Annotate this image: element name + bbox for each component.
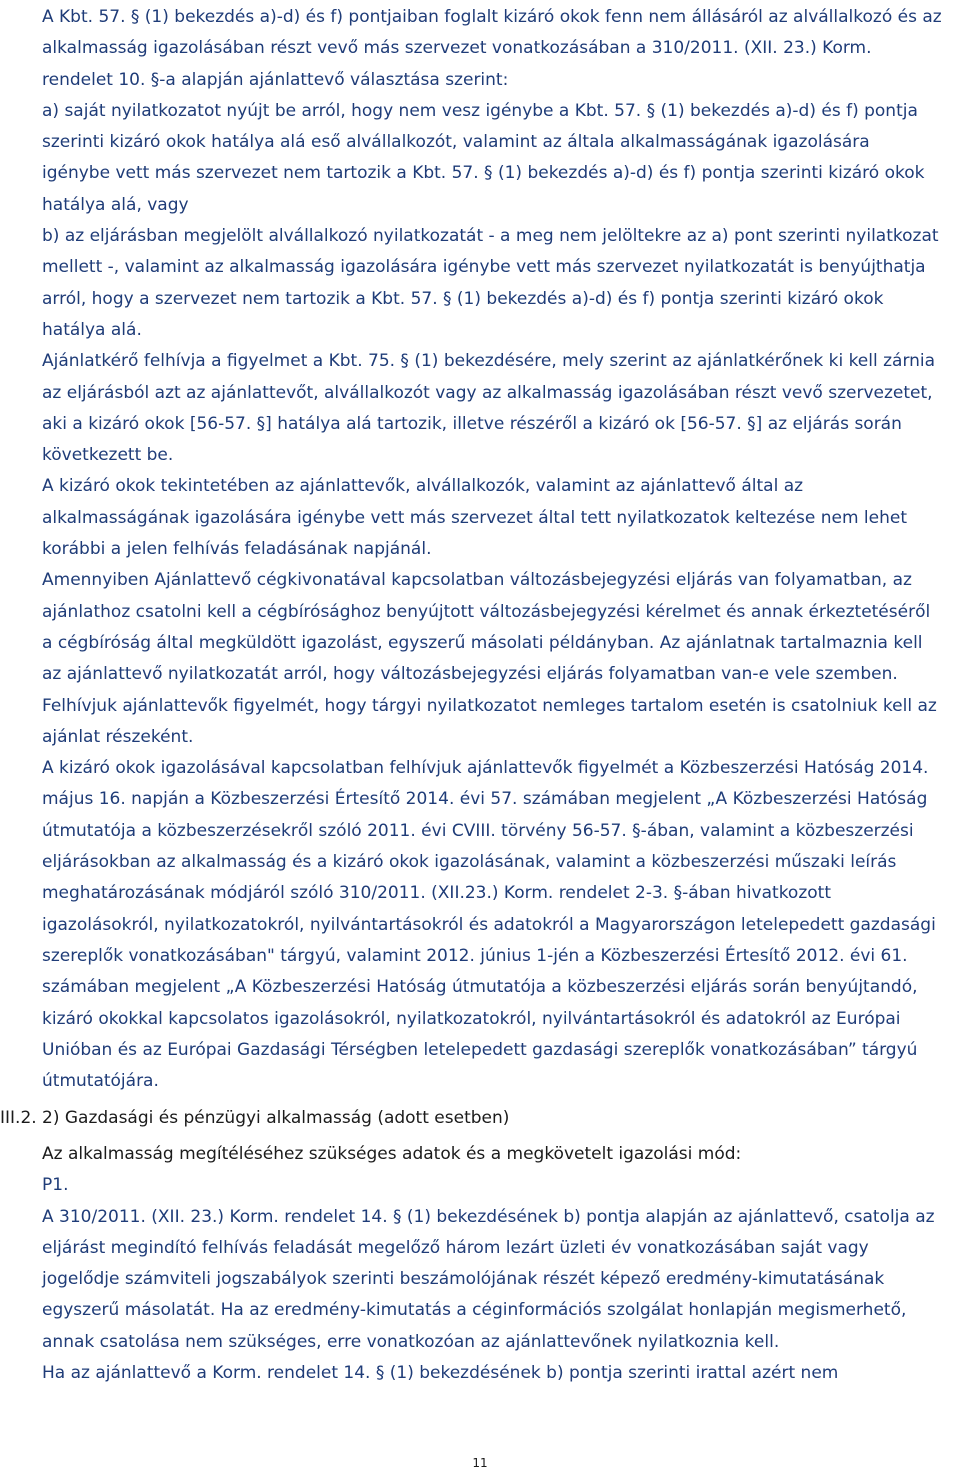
paragraph-p1-requirement: A 310/2011. (XII. 23.) Korm. rendelet 14. § (1) bekezdésének b) pontja alapján az ajánlattevő, csatolja az eljárást megindító felhívás feladását megelőző három lezárt üzleti év vonatkozásában saját vagy jogelődje számviteli jogszabályok szerinti beszámolójának részét képező eredmény-kimutatásának egyszerű másolatát. Ha az eredmény-kimutatás a céginformációs szolgálat honlapján megismerhető, annak csatolása nem szükséges, erre vonatkozóan az ajánlattevőnek nyilatkoznia kell. <box>42 1206 935 1352</box>
paragraph-p1-exception: Ha az ajánlattevő a Korm. rendelet 14. § (1) bekezdésének b) pontja szerinti irattal azért nem <box>42 1363 839 1384</box>
section-number: III.2. <box>0 1108 37 1128</box>
section-heading <box>0 1103 940 1134</box>
paragraph-option-b: b) az eljárásban megjelölt alvállalkozó nyilatkozatát - a meg nem jelöltekre az a) pont szerinti nyilatkozat mellett -, valamint az alkalmasság igazolására igénybe vett más szervezet nyilatkozatát is benyújthatja arról, hogy a szervezet nem tartozik a Kbt. 57. § (1) bekezdés a)-d) és f) pontja szerinti kizáró okok hatálya alá. <box>42 226 939 340</box>
text-block-financial-suitability <box>42 1139 942 1389</box>
paragraph-required-data: Az alkalmasság megítéléséhez szükséges adatok és a megkövetelt igazolási mód: <box>42 1144 742 1164</box>
paragraph-change-registration: Amennyiben Ajánlattevő cégkivonatával kapcsolatban változásbejegyzési eljárás van folyamatban, az ajánlathoz csatolni kell a cégbírósághoz benyújtott változásbejegyzési kérelmet és annak érkeztetéséről a cégbíróság által megküldött igazolást, egyszerű másolati példányban. Az ajánlatnak tartalmaznia kell az ajánlattevő nyilatkozatát arról, hogy változásbejegyzési eljárás folyamatban van-e vele szemben. Felhívjuk ajánlattevők figyelmét, hogy tárgyi nyilatkozatot nemleges tartalom esetén is csatolniuk kell az ajánlat részeként. <box>42 570 937 747</box>
text-block-exclusion-grounds <box>42 2 942 1097</box>
paragraph-option-a: a) saját nyilatkozatot nyújt be arról, hogy nem vesz igénybe a Kbt. 57. § (1) bekezdés a)-d) és f) pontja szerinti kizáró okok hatálya alá eső alvállalkozót, valamint az általa alkalmasságának igazolására igénybe vett más szervezet nem tartozik a Kbt. 57. § (1) bekezdés a)-d) és f) pontja szerinti kizáró okok hatálya alá, vagy <box>42 100 925 215</box>
paragraph-kbt-75-notice: Ajánlatkérő felhívja a figyelmet a Kbt. 75. § (1) bekezdésére, mely szerint az ajánlatkérőnek ki kell zárnia az eljárásból azt az ajánlattevőt, alvállalkozót vagy az alkalmasság igazolásában részt vevő szervezetet, aki a kizáró okok [56-57. §] hatálya alá tartozik, illetve részéről a kizáró ok [56-57. §] az eljárás során következett be. <box>42 351 936 466</box>
paragraph-p1-label: P1. <box>42 1175 69 1196</box>
section-title: 2) Gazdasági és pénzügyi alkalmasság (adott esetben) <box>42 1108 510 1128</box>
paragraph-declaration-date: A kizáró okok tekintetében az ajánlattevők, alvállalkozók, valamint az ajánlattevő által az alkalmasságának igazolására igénybe vett más szervezet által tett nyilatkozatok keltezése nem lehet korábbi a jelen felhívás feladásának napjánál. <box>42 476 908 560</box>
page-number: 11 <box>472 1456 488 1470</box>
paragraph-authority-guidance: A kizáró okok igazolásával kapcsolatban felhívjuk ajánlattevők figyelmét a Közbeszerzési Hatóság 2014. május 16. napján a Közbeszerzési Értesítő 2014. évi 57. számában megjelent „A Közbeszerzési Hatóság útmutatója a közbeszerzésekről szóló 2011. évi CVIII. törvény 56-57. §-ában, valamint a közbeszerzési eljárásokban az alkalmasság és a kizáró okok igazolásának, valamint a közbeszerzési műszaki leírás meghatározásának módjáról szóló 310/2011. (XII.23.) Korm. rendelet 2-3. §-ában hivatkozott igazolásokról, nyilatkozatokról, nyilvántartásokról és adatokról a Magyarországon letelepedett gazdasági szereplők vonatkozásában" tárgyú, valamint 2012. június 1-jén a Közbeszerzési Értesítő 2012. évi 61. számában megjelent „A Közbeszerzési Hatóság útmutatója a közbeszerzési eljárás során benyújtandó, kizáró okokkal kapcsolatos igazolásokról, nyilatkozatokról, nyilvántartásokról és adatokról az Európai Unióban és az Európai Gazdasági Térségben letelepedett gazdasági szereplők vonatkozásában” tárgyú útmutatójára. <box>42 758 936 1092</box>
paragraph-subcontractor-declaration: A Kbt. 57. § (1) bekezdés a)-d) és f) pontjaiban foglalt kizáró okok fenn nem állásáról az alvállalkozó és az alkalmasság igazolásában részt vevő más szervezet vonatkozásában a 310/2011. (XII. 23.) Korm. rendelet 10. §-a alapján ajánlattevő választása szerint: <box>42 7 942 90</box>
